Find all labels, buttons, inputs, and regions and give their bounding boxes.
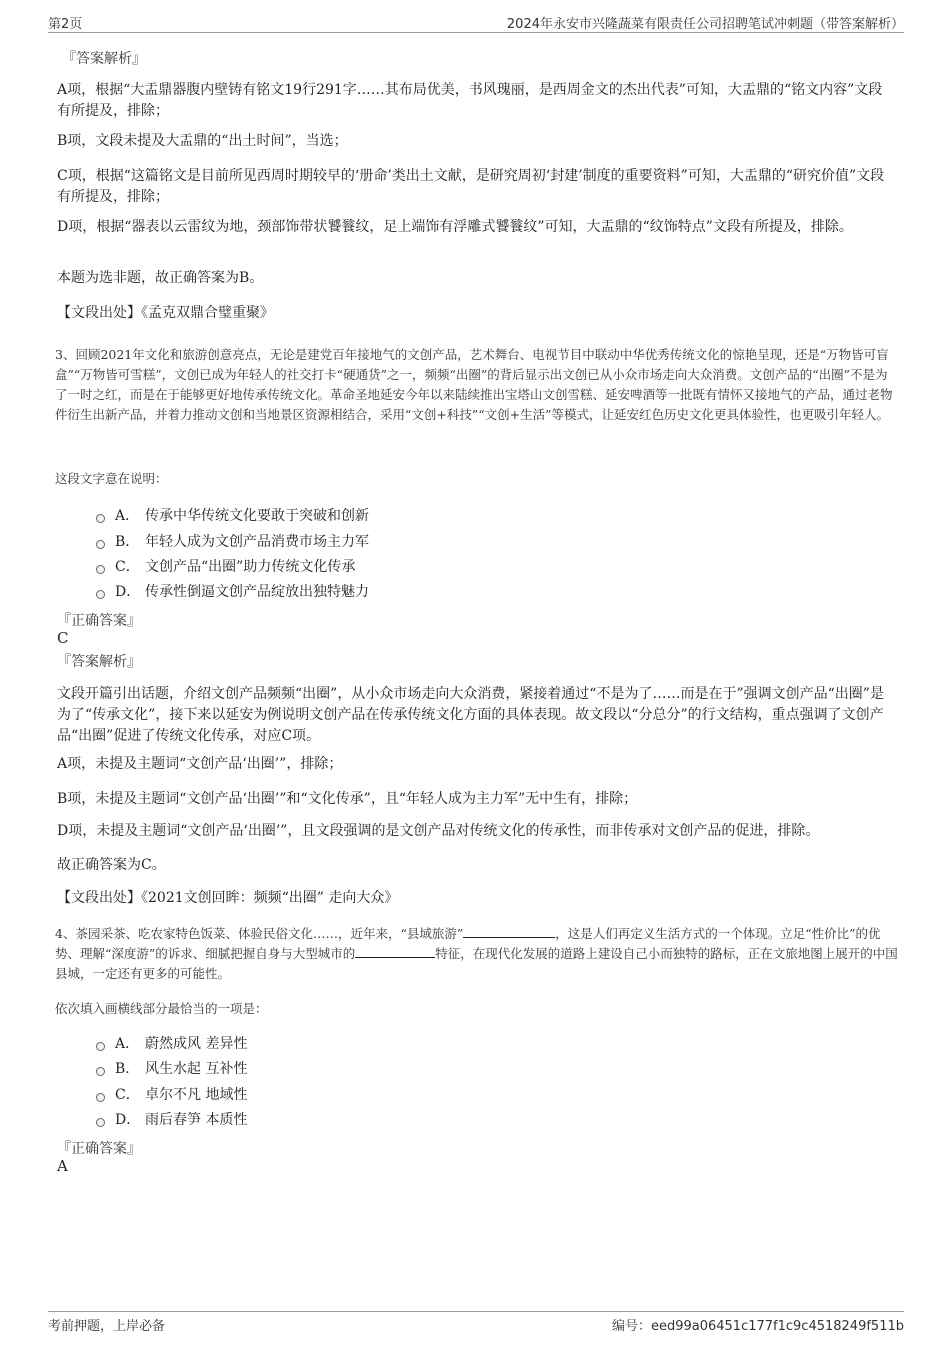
q4-option-c[interactable]: C． 卓尔不凡 地域性 (96, 1083, 247, 1105)
radio-icon[interactable] (96, 1067, 105, 1076)
q2-analysis-d: D项，根据“器表以云雷纹为地，颈部饰带状饕餮纹，足上端饰有浮雕式饕餮纹”可知，大盂鼎的“纹饰特点”文段有所提及，排除。 (57, 219, 853, 235)
radio-icon[interactable] (96, 1042, 105, 1051)
q2-conclusion: 本题为选非题，故正确答案为B。 (57, 270, 264, 286)
radio-icon[interactable] (96, 540, 105, 549)
q3-prompt: 这段文字意在说明： (55, 471, 168, 486)
radio-icon[interactable] (96, 514, 105, 523)
q3-analysis-a: A项，未提及主题词“文创产品‘出圈’”，排除； (57, 756, 343, 772)
q2-analysis-a: A项，根据“大盂鼎器腹内壁铸有铭文19行291字……其布局优美，书风瑰丽，是西周金文的杰出代表”可知，大盂鼎的“铭文内容”文段有所提及，排除； (57, 82, 883, 119)
q3-option-c[interactable]: C． 文创产品“出圈”助力传统文化传承 (96, 555, 355, 577)
q3-analysis: 文段开篇引出话题，介绍文创产品频频“出圈”，从小众市场走向大众消费，紧接着通过“不是为了……而是在于”强调文创产品“出圈”是为了“传承文化”，接下来以延安为例说明文创产品在传承传统文化方面的具体表现。故文段以“分总分”的行文结构，重点强调了文创产品“出圈”促进了传统文化传承，对应C项。 (57, 686, 884, 744)
q3-option-b[interactable]: B． 年轻人成为文创产品消费市场主力军 (96, 530, 369, 552)
page-footer (48, 1311, 904, 1336)
q3-option-a[interactable]: A． 传承中华传统文化要敢于突破和创新 (96, 504, 369, 526)
radio-icon[interactable] (96, 1093, 105, 1102)
q4-correct-title: 『正确答案』 (57, 1141, 141, 1157)
q4-correct-answer: A (57, 1157, 68, 1175)
q3-stem: 3、回顾2021年文化和旅游创意亮点，无论是建党百年接地气的文创产品，艺术舞台、电视节目中联动中华优秀传统文化的惊艳呈现，还是“万物皆可盲盒”“万物皆可雪糕”，文创已成为年轻人的社交打卡“硬通货”之一，频频“出圈”的背后显示出文创已从小众市场走向大众消费。文创产品的“出圈”不是为了一时之红，而是在于能够更好地传承传统文化。革命圣地延安今年以来陆续推出宝塔山文创雪糕、延安啤酒等一批既有情怀又接地气的产品，通过老物件衍生出新产品，并着力推动文创和当地景区资源相结合，采用“文创+科技”“文创+生活”等模式，让延安红色历史文化更具体验性，也更吸引年轻人。 (55, 347, 893, 422)
q2-analysis-b: B项，文段未提及大盂鼎的“出土时间”，当选； (57, 133, 348, 149)
q3-conclusion: 故正确答案为C。 (57, 857, 166, 873)
radio-icon[interactable] (96, 590, 105, 599)
q2-analysis-title: 『答案解析』 (62, 51, 146, 67)
q3-option-d[interactable]: D． 传承性倒逼文创产品绽放出独特魅力 (96, 580, 369, 602)
document-id: 编号：eed99a06451c177f1c9c4518249f511b (611, 1319, 904, 1334)
q4-option-d[interactable]: D． 雨后春笋 本质性 (96, 1108, 247, 1130)
radio-icon[interactable] (96, 1118, 105, 1127)
q2-source: 【文段出处】《孟克双鼎合璧重聚》 (57, 305, 274, 321)
page-header (48, 12, 904, 33)
q3-source: 【文段出处】《2021文创回眸：频频“出圈” 走向大众》 (57, 890, 399, 906)
document-title: 2024年永安市兴隆蔬菜有限责任公司招聘笔试冲刺题（带答案解析） (506, 17, 904, 32)
q2-analysis-c: C项，根据“这篇铭文是目前所见西周时期较早的‘册命’类出土文献，是研究周初‘封建’制度的重要资料”可知，大盂鼎的“研究价值”文段有所提及，排除； (57, 168, 885, 205)
q3-analysis-b: B项，未提及主题词“文创产品‘出圈’”和“文化传承”，且“年轻人成为主力军”无中生有，排除； (57, 791, 638, 807)
q4-stem: 4、茶园采茶、吃农家特色饭菜、体验民俗文化……，近年来，“县域旅游” ，这是人们再定义生活方式的一个体现。立足“性价比”的优势、理解“深度游”的诉求、细腻把握自身与大型城市的 特征，在现代化发展的道路上建设自己小而独特的路标，正在文旅地图上展开的中国县城，一定还有更多的可能性。 (55, 926, 898, 981)
radio-icon[interactable] (96, 565, 105, 574)
q4-prompt: 依次填入画横线部分最恰当的一项是： (55, 1001, 268, 1016)
q4-option-b[interactable]: B． 风生水起 互补性 (96, 1057, 247, 1079)
q3-correct-title: 『正确答案』 (57, 613, 141, 629)
page-number: 第2页 (48, 17, 83, 32)
q4-option-a[interactable]: A． 蔚然成风 差异性 (96, 1032, 247, 1054)
fill-blank-1 (463, 925, 555, 938)
q3-correct-answer: C (57, 629, 69, 647)
q3-analysis-d: D项，未提及主题词“文创产品‘出圈’”，且文段强调的是文创产品对传统文化的传承性，而非传承对文创产品的促进，排除。 (57, 823, 820, 839)
fill-blank-2 (355, 945, 435, 958)
q3-analysis-title: 『答案解析』 (57, 654, 141, 670)
footer-slogan: 考前押题，上岸必备 (48, 1319, 166, 1334)
